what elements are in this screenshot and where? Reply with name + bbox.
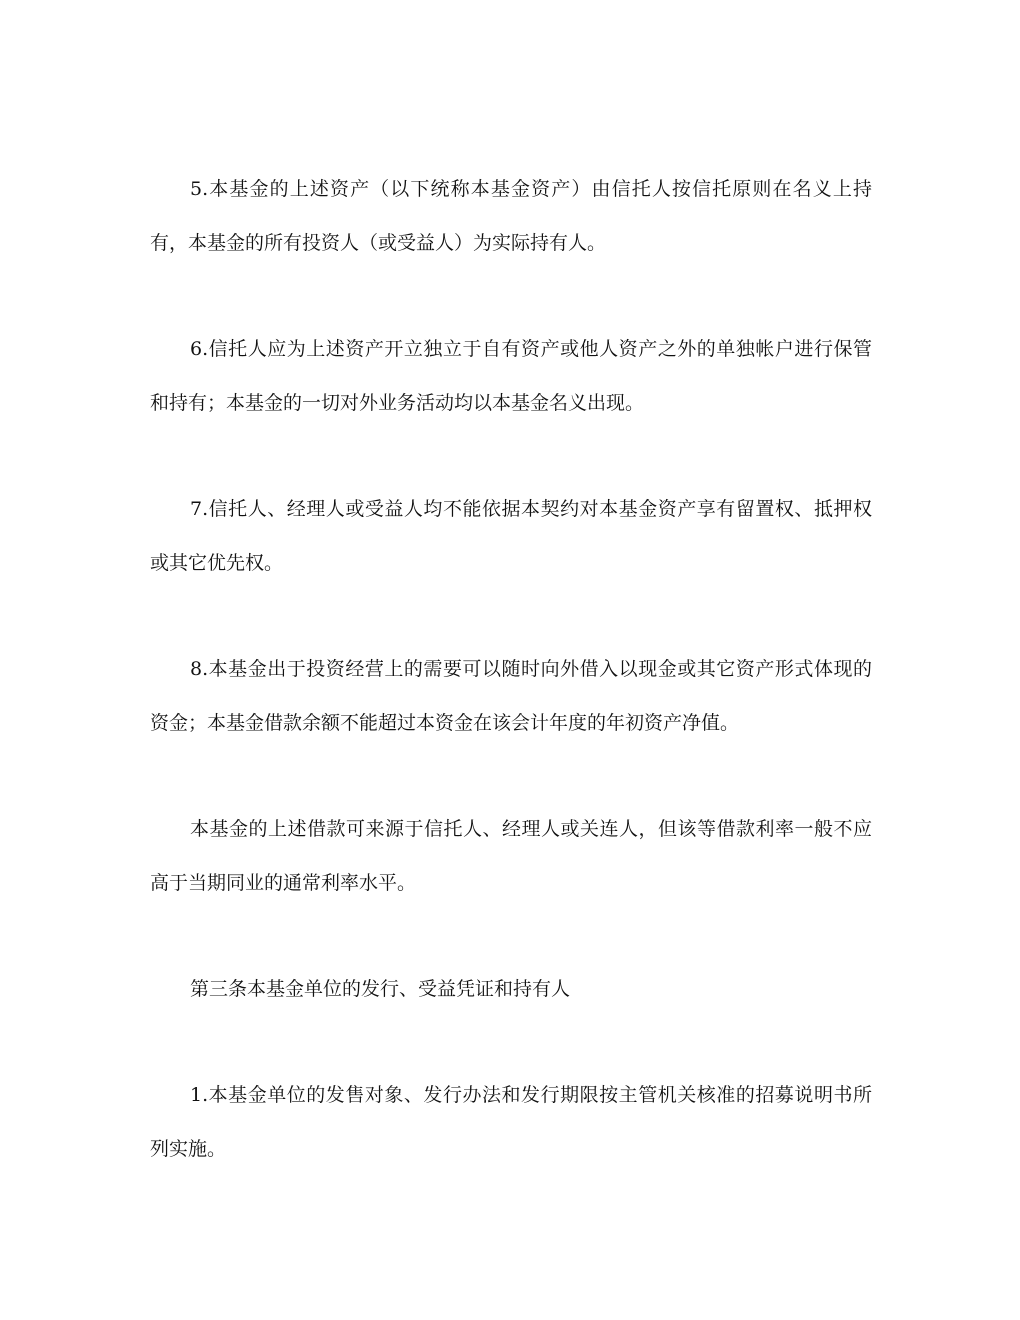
- paragraph-clause-5: 5.本基金的上述资产（以下统称本基金资产）由信托人按信托原则在名义上持有，本基金的所有投资人（或受益人）为实际持有人。: [150, 178, 872, 254]
- paragraph-clause-1: 1.本基金单位的发售对象、发行办法和发行期限按主管机关核准的招募说明书所列实施。: [150, 1084, 872, 1160]
- section-heading-article-3: 第三条本基金单位的发行、受益凭证和持有人: [190, 978, 571, 1000]
- paragraph-clause-7: 7.信托人、经理人或受益人均不能依据本契约对本基金资产享有留置权、抵押权或其它优先权。: [150, 498, 872, 574]
- paragraph-clause-6: 6.信托人应为上述资产开立独立于自有资产或他人资产之外的单独帐户进行保管和持有；本基金的一切对外业务活动均以本基金名义出现。: [150, 338, 872, 414]
- paragraph-clause-8: 8.本基金出于投资经营上的需要可以随时向外借入以现金或其它资产形式体现的资金；本基金借款余额不能超过本资金在该会计年度的年初资产净值。: [150, 658, 872, 734]
- paragraph-loan-source: 本基金的上述借款可来源于信托人、经理人或关连人，但该等借款利率一般不应高于当期同业的通常利率水平。: [150, 818, 872, 894]
- document-body: [150, 162, 872, 1228]
